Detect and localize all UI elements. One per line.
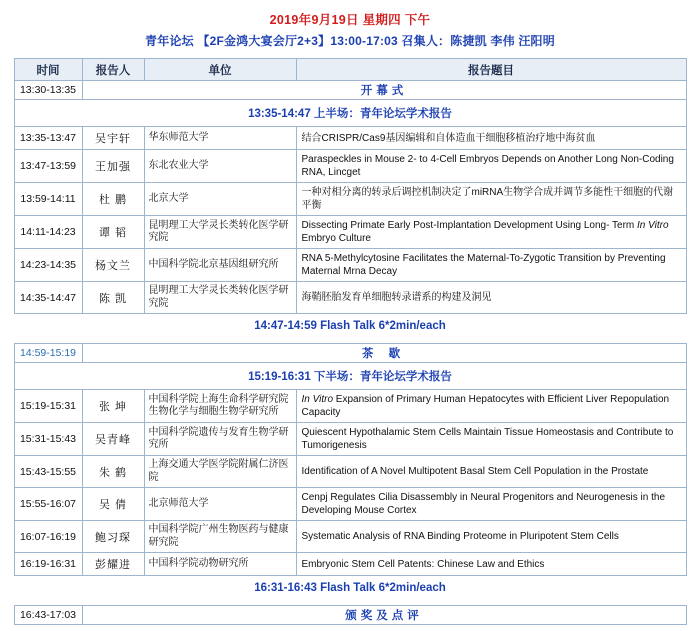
- cell-speaker: 吴青峰: [82, 423, 144, 456]
- table-row: [14, 249, 686, 282]
- cell-time: 16:19-16:31: [14, 553, 82, 576]
- cell-talk-title: 一种对相分离的转录后调控机制决定了miRNA生物学合成并调节多能性干细胞的代谢平衡: [296, 183, 686, 216]
- table-header-row: [14, 59, 686, 81]
- table-row: [14, 456, 686, 488]
- cell-organization: 中国科学院动物研究所: [144, 553, 296, 576]
- cell-talk-title: Dissecting Primate Early Post-Implantation Development Using Long- Term In Vitro Embryo Culture: [296, 216, 686, 249]
- table-row: [14, 488, 686, 521]
- cell-time: 15:19-15:31: [14, 390, 82, 423]
- cell-time: 16:07-16:19: [14, 521, 82, 553]
- cell-time: 14:35-14:47: [14, 282, 82, 314]
- flash-talk-label: 14:47-14:59 Flash Talk 6*2min/each: [14, 314, 686, 339]
- page-forum-heading: 青年论坛 【2F金鸿大宴会厅2+3】13:00-17:03 召集人：陈捷凯 李伟 汪阳明: [145, 34, 555, 48]
- flash-talk-row: [14, 314, 686, 339]
- cell-talk-title: Systematic Analysis of RNA Binding Proteome in Pluripotent Stem Cells: [296, 521, 686, 553]
- cell-speaker: 杨文兰: [82, 249, 144, 282]
- cell-speaker: 彭耀进: [82, 553, 144, 576]
- cell-time: 13:59-14:11: [14, 183, 82, 216]
- cell-time: 15:43-15:55: [14, 456, 82, 488]
- column-header-time: 时间: [14, 59, 82, 81]
- cell-talk-title: Embryonic Stem Cell Patents: Chinese Law and Ethics: [296, 553, 686, 576]
- cell-time: 16:43-17:03: [14, 606, 82, 625]
- cell-talk-title: In Vitro Expansion of Primary Human Hepatocytes with Efficient Liver Repopulation Capacity: [296, 390, 686, 423]
- cell-time: 13:35-13:47: [14, 127, 82, 150]
- ceremony-label: 颁奖及点评: [82, 606, 686, 625]
- cell-organization: 中国科学院广州生物医药与健康研究院: [144, 521, 296, 553]
- page-date-heading: 2019年9月19日 星期四 下午: [269, 13, 431, 27]
- session-banner-row: [14, 363, 686, 390]
- ceremony-row: [14, 81, 686, 100]
- cell-talk-title: 海鞘胚胎发育单细胞转录谱系的构建及洞见: [296, 282, 686, 314]
- flash-talk-label: 16:31-16:43 Flash Talk 6*2min/each: [14, 576, 686, 601]
- cell-organization: 北京大学: [144, 183, 296, 216]
- tea-break-label: 茶 歇: [82, 344, 686, 363]
- cell-speaker: 张 坤: [82, 390, 144, 423]
- cell-organization: 中国科学院上海生命科学研究院生物化学与细胞生物学研究所: [144, 390, 296, 423]
- column-header-title: 报告题目: [296, 59, 686, 81]
- cell-organization: 东北农业大学: [144, 150, 296, 183]
- cell-speaker: 陈 凯: [82, 282, 144, 314]
- cell-time: 13:47-13:59: [14, 150, 82, 183]
- cell-organization: 北京师范大学: [144, 488, 296, 521]
- session-banner-row: [14, 100, 686, 127]
- cell-talk-title: Quiescent Hypothalamic Stem Cells Maintain Tissue Homeostasis and Contribute to Tumorigenesis: [296, 423, 686, 456]
- cell-talk-title: Paraspeckles in Mouse 2- to 4-Cell Embryos Depends on Another Long Non-Coding RNA, Lincget: [296, 150, 686, 183]
- cell-time: 15:31-15:43: [14, 423, 82, 456]
- cell-talk-title: Identification of A Novel Multipotent Basal Stem Cell Population in the Prostate: [296, 456, 686, 488]
- cell-speaker: 王加强: [82, 150, 144, 183]
- table-row: [14, 282, 686, 314]
- cell-talk-title: 结合CRISPR/Cas9基因编辑和自体造血干细胞移植治疗地中海贫血: [296, 127, 686, 150]
- table-row: [14, 127, 686, 150]
- cell-organization: 昆明理工大学灵长类转化医学研究院: [144, 216, 296, 249]
- cell-organization: 昆明理工大学灵长类转化医学研究院: [144, 282, 296, 314]
- ceremony-row: [14, 606, 686, 625]
- cell-talk-title: RNA 5-Methylcytosine Facilitates the Maternal-To-Zygotic Transition by Preventing Maternal Mrna Decay: [296, 249, 686, 282]
- session-banner-label: 15:19-16:31 下半场：青年论坛学术报告: [14, 363, 686, 390]
- cell-time: 14:59-15:19: [14, 344, 82, 363]
- column-header-organization: 单位: [144, 59, 296, 81]
- schedule-body: [14, 81, 686, 625]
- cell-speaker: 朱 鹤: [82, 456, 144, 488]
- cell-organization: 中国科学院遗传与发育生物学研究所: [144, 423, 296, 456]
- table-row: [14, 390, 686, 423]
- table-row: [14, 183, 686, 216]
- cell-organization: 上海交通大学医学院附属仁济医院: [144, 456, 296, 488]
- cell-organization: 华东师范大学: [144, 127, 296, 150]
- cell-talk-title: Cenpj Regulates Cilia Disassembly in Neural Progenitors and Neurogenesis in the Developing Mouse Cortex: [296, 488, 686, 521]
- cell-time: 14:11-14:23: [14, 216, 82, 249]
- cell-time: 14:23-14:35: [14, 249, 82, 282]
- cell-time: 15:55-16:07: [14, 488, 82, 521]
- table-row: [14, 150, 686, 183]
- session-banner-label: 13:35-14:47 上半场：青年论坛学术报告: [14, 100, 686, 127]
- column-header-speaker: 报告人: [82, 59, 144, 81]
- cell-organization: 中国科学院北京基因组研究所: [144, 249, 296, 282]
- tea-break-row: [14, 344, 686, 363]
- cell-speaker: 吴宇轩: [82, 127, 144, 150]
- cell-speaker: 鲍习琛: [82, 521, 144, 553]
- cell-time: 13:30-13:35: [14, 81, 82, 100]
- schedule-table: [14, 58, 687, 625]
- cell-speaker: 吴 倩: [82, 488, 144, 521]
- table-row: [14, 216, 686, 249]
- table-row: [14, 423, 686, 456]
- table-row: [14, 553, 686, 576]
- cell-speaker: 谭 韬: [82, 216, 144, 249]
- table-row: [14, 521, 686, 553]
- cell-speaker: 杜 鹏: [82, 183, 144, 216]
- ceremony-label: 开幕式: [82, 81, 686, 100]
- flash-talk-row: [14, 576, 686, 601]
